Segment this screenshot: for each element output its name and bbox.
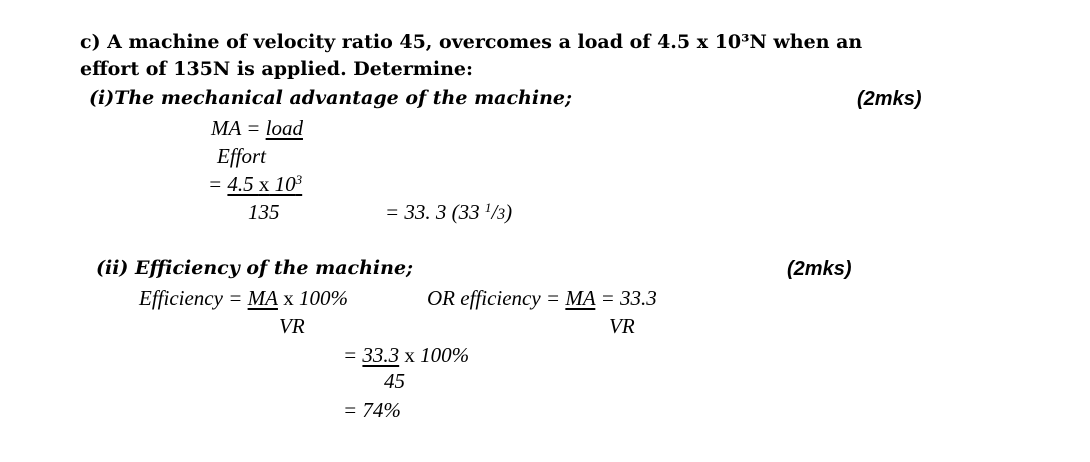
efficiency-calc: = 33.3 x 100% xyxy=(343,343,470,367)
part-i-heading: (i)The mechanical advantage of the machine; xyxy=(89,87,573,109)
vr-denominator-1: VR xyxy=(279,314,305,338)
efficiency-formula: Efficiency = MA x 100% xyxy=(139,286,348,310)
ma-numerator: load xyxy=(265,116,303,140)
calc-denominator: 45 xyxy=(384,369,405,393)
ma-formula xyxy=(211,115,303,141)
question-line-2: effort of 135N is applied. Determine: xyxy=(80,58,473,80)
part-i-marks: (2mks) xyxy=(857,88,922,110)
sub-denominator: 135 xyxy=(248,200,280,224)
ma-denominator: Effort xyxy=(217,144,267,168)
question-line-1: c) A machine of velocity ratio 45, overcomes a load of 4.5 x 10³N when an xyxy=(80,31,863,53)
sub-numerator: 4.5 x $10^3$ xyxy=(227,171,303,196)
vr-denominator-2: VR xyxy=(609,314,635,338)
part-ii-heading: (ii) Efficiency of the machine; xyxy=(96,257,414,279)
efficiency-result: = 74% xyxy=(343,398,401,422)
ma-prefix: MA = xyxy=(211,116,266,140)
efficiency-alt-formula: OR efficiency = MA = 33.3 xyxy=(427,286,657,310)
sub-prefix: = xyxy=(208,172,228,196)
ma-result: = 33. 3 (33 $^1$/3) xyxy=(385,199,513,224)
part-ii-marks: (2mks) xyxy=(787,258,852,280)
ma-substitution xyxy=(208,171,302,197)
